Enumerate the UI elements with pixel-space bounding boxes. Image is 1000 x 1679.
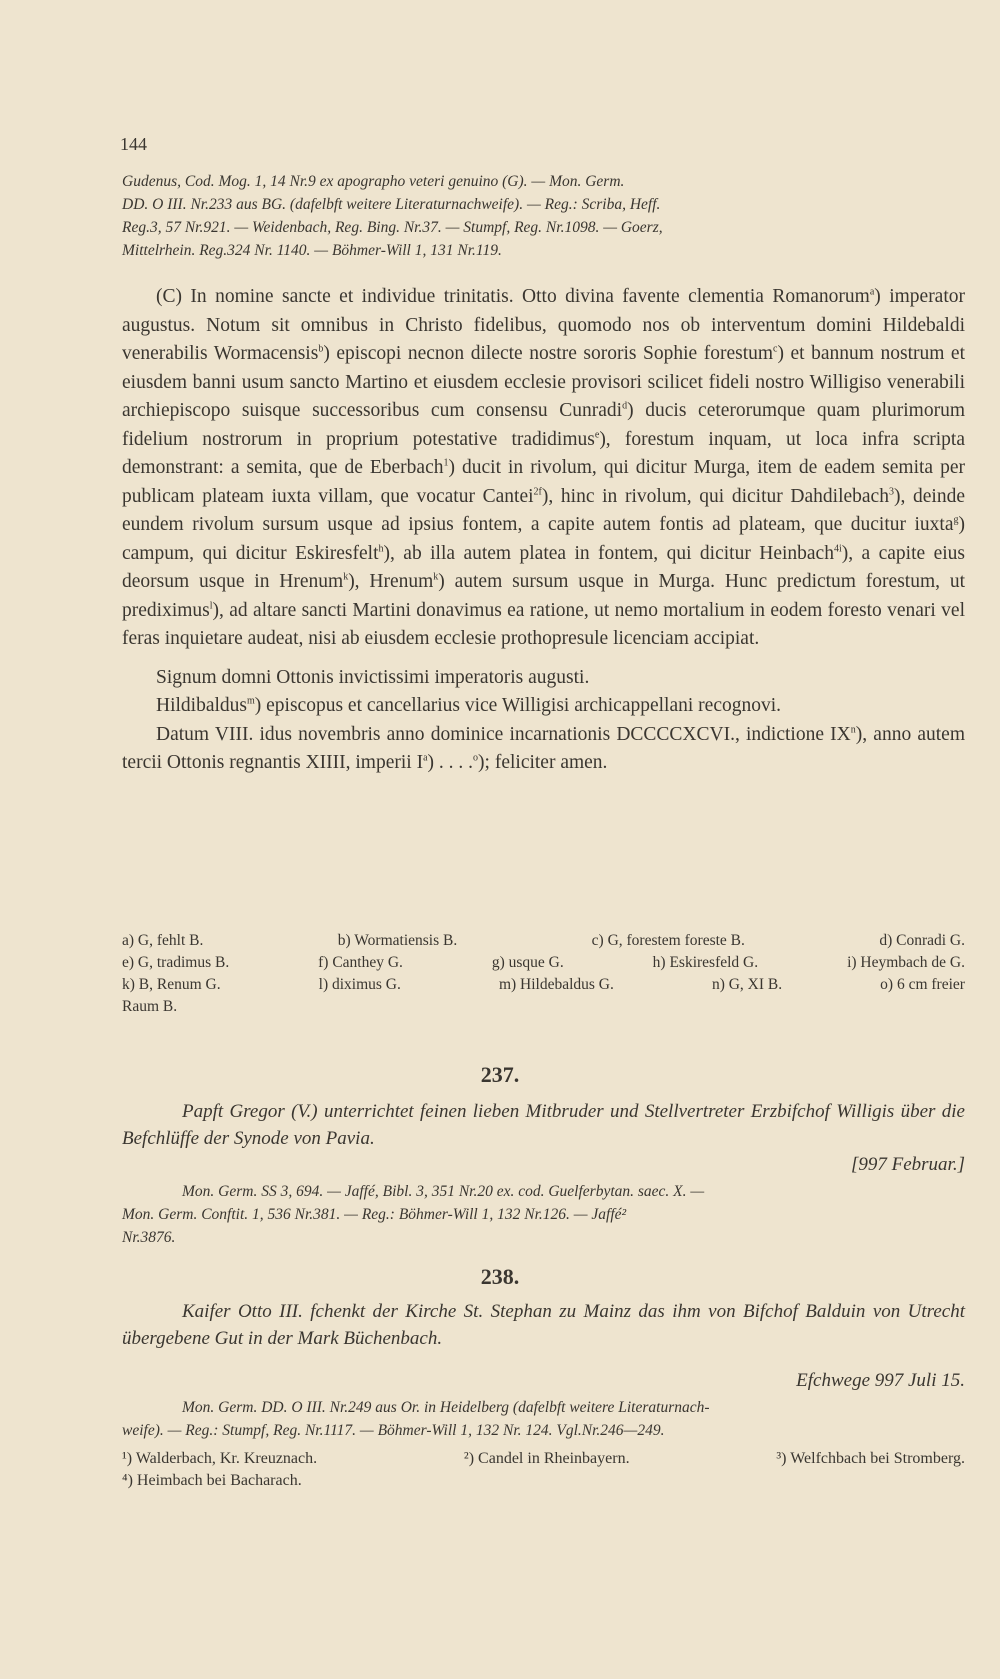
footnote: ⁴) Heimbach bei Bacharach. <box>122 1472 302 1489</box>
source-line: Mittelrhein. Reg.324 Nr. 1140. — Böhmer-Will 1, 131 Nr.119. <box>122 242 502 259</box>
note-row <box>122 996 965 1018</box>
source-line: Reg.3, 57 Nr.921. — Weidenbach, Reg. Bing. Nr.37. — Stumpf, Reg. Nr.1098. — Goerz, <box>122 219 663 236</box>
document-number-237: 237. <box>480 1062 520 1087</box>
source-line: Gudenus, Cod. Mog. 1, 14 Nr.9 ex apographo veteri genuino (G). — Mon. Germ. <box>122 173 625 190</box>
footnote: ²) Candel in Rheinbayern. <box>463 1450 630 1467</box>
note: l) diximus G. <box>318 976 401 993</box>
datum-line: Datum VIII. idus novembris anno dominice incarnationis DCCCCXCVI., indictione $IX^n$), anno autem tercii Ottonis regnantis XIIII, imperii $I^a$) . . . .$^o$); feliciter amen. <box>122 723 965 773</box>
date-237: [997 Februar.] <box>850 1154 965 1175</box>
note: d) Conradi G. <box>879 932 965 949</box>
signum-line: Signum domni Ottonis invictissimi imperatoris augusti. <box>156 666 590 688</box>
footnote: ³) Welfchbach bei Stromberg. <box>776 1450 965 1467</box>
footnote: ¹) Walderbach, Kr. Kreuznach. <box>122 1450 318 1467</box>
note: a) G, fehlt B. <box>122 932 204 949</box>
note: i) Heymbach de G. <box>847 954 965 971</box>
document-number-238: 238. <box>480 1264 520 1289</box>
note: c) G, forestem foreste B. <box>591 932 745 949</box>
summary-text: Papft Gregor (V.) unterrichtet feinen lieben Mitbruder und Stellvertreter Erzbifchof Willigis über die Befchlüffe der Synode von Pavia. <box>122 1101 965 1149</box>
note: n) G, XI B. <box>711 976 783 993</box>
critical-apparatus-236 <box>122 930 965 1018</box>
note: o) 6 cm freier <box>880 976 965 993</box>
note: k) B, Renum G. <box>122 976 221 993</box>
note: h) Eskiresfeld G. <box>652 954 759 971</box>
source-references-238 <box>122 1396 965 1442</box>
source-line: Mon. Germ. DD. O III. Nr.249 aus Or. in Heidelberg (dafelbft weitere Literaturnach- <box>182 1399 710 1416</box>
note: e) G, tradimus B. <box>122 954 230 971</box>
date-238: Efchwege 997 Juli 15. <box>796 1370 965 1391</box>
source-line: Nr.3876. <box>122 1229 176 1246</box>
note-row <box>122 952 965 974</box>
note-row <box>122 1448 965 1470</box>
source-line: Mon. Germ. Conftit. 1, 536 Nr.381. — Reg.: Böhmer-Will 1, 132 Nr.126. — Jaffé² <box>122 1206 627 1223</box>
source-line: weife). — Reg.: Stumpf, Reg. Nr.1117. — Böhmer-Will 1, 132 Nr. 124. Vgl.Nr.246—249. <box>122 1422 665 1439</box>
page-number: 144 <box>120 134 147 154</box>
charter-text-236 <box>122 283 965 778</box>
note-row <box>122 930 965 952</box>
note-row <box>122 1470 965 1492</box>
source-line: DD. O III. Nr.233 aus BG. (dafelbft weitere Literaturnachweife). — Reg.: Scriba, Heff. <box>122 196 661 213</box>
regest-summary-238 <box>122 1298 965 1352</box>
summary-text: Kaifer Otto III. fchenkt der Kirche St. Stephan zu Mainz das ihm von Bifchof Balduin von Utrecht übergebene Gut in der Mark Büchenbach. <box>122 1301 965 1349</box>
note-row <box>122 974 965 996</box>
note: b) Wormatiensis B. <box>337 932 458 949</box>
note: g) usque G. <box>491 954 564 971</box>
note: m) Hildebaldus G. <box>498 976 614 993</box>
source-line: Mon. Germ. SS 3, 694. — Jaffé, Bibl. 3, 351 Nr.20 ex. cod. Guelferbytan. saec. X. — <box>182 1183 705 1200</box>
recognition-line: Hildibaldus$^m$) episcopus et cancellarius vice Willigisi archicappellani recognovi. <box>156 695 782 716</box>
charter-main-paragraph: (C) In nomine sancte et individue trinitatis. Otto divina favente clementia Romanorum$^a$) imperator augustus. Notum sit omnibus in Christo fidelibus, quomodo nos ob interventum domini Hildebaldi venerabilis Wormacensis$^b$) episcopi necnon dilecte nostre sororis Sophie forestum$^c$) et bannum nostrum et eiusdem banni usum sancto Martino et eiusdem ecclesie provisori scilicet fideli nostro Willigiso venerabili archiepiscopo suisque successoribus cum consensu Cunradi$^d$) ducis ceterorumque quam plurimorum fidelium nostrorum in proprium potestative tradidimus$^e$), forestum inquam, ut loca infra scripta demonstrant: a semita, que de Eberbach$^1$) ducit in rivolum, qui dicitur Murga, item de eadem semita per publicam plateam iuxta villam, que vocatur Cantei$^{2f}$), hinc in rivolum, qui dicitur Dahdilebach$^3$), deinde eundem rivolum sursum usque ad ipsius fontem, a capite autem fontis ad plateam, que ducitur iuxta$^g$) campum, qui dicitur Eskiresfelt$^h$), ab illa autem platea in fontem, qui dicitur Heinbach$^{4i}$), a capite eius deorsum usque in Hrenum$^k$), Hrenum$^k$) autem sursum usque in Murga. Hunc predictum forestum, ut prediximus$^l$), ad altare sancti Martini donavimus ea ratione, ut nemo mortalium in eodem foresto venari vel feras inquietare audeat, nisi ab eiusdem ecclesie prothopresule licenciam accipiat. <box>122 286 966 649</box>
place-footnotes-238 <box>122 1448 965 1492</box>
source-references-237 <box>122 1180 965 1249</box>
note: Raum B. <box>122 998 178 1015</box>
note: f) Canthey G. <box>318 954 403 971</box>
source-references-236 <box>122 170 965 262</box>
regest-summary-237 <box>122 1098 965 1152</box>
